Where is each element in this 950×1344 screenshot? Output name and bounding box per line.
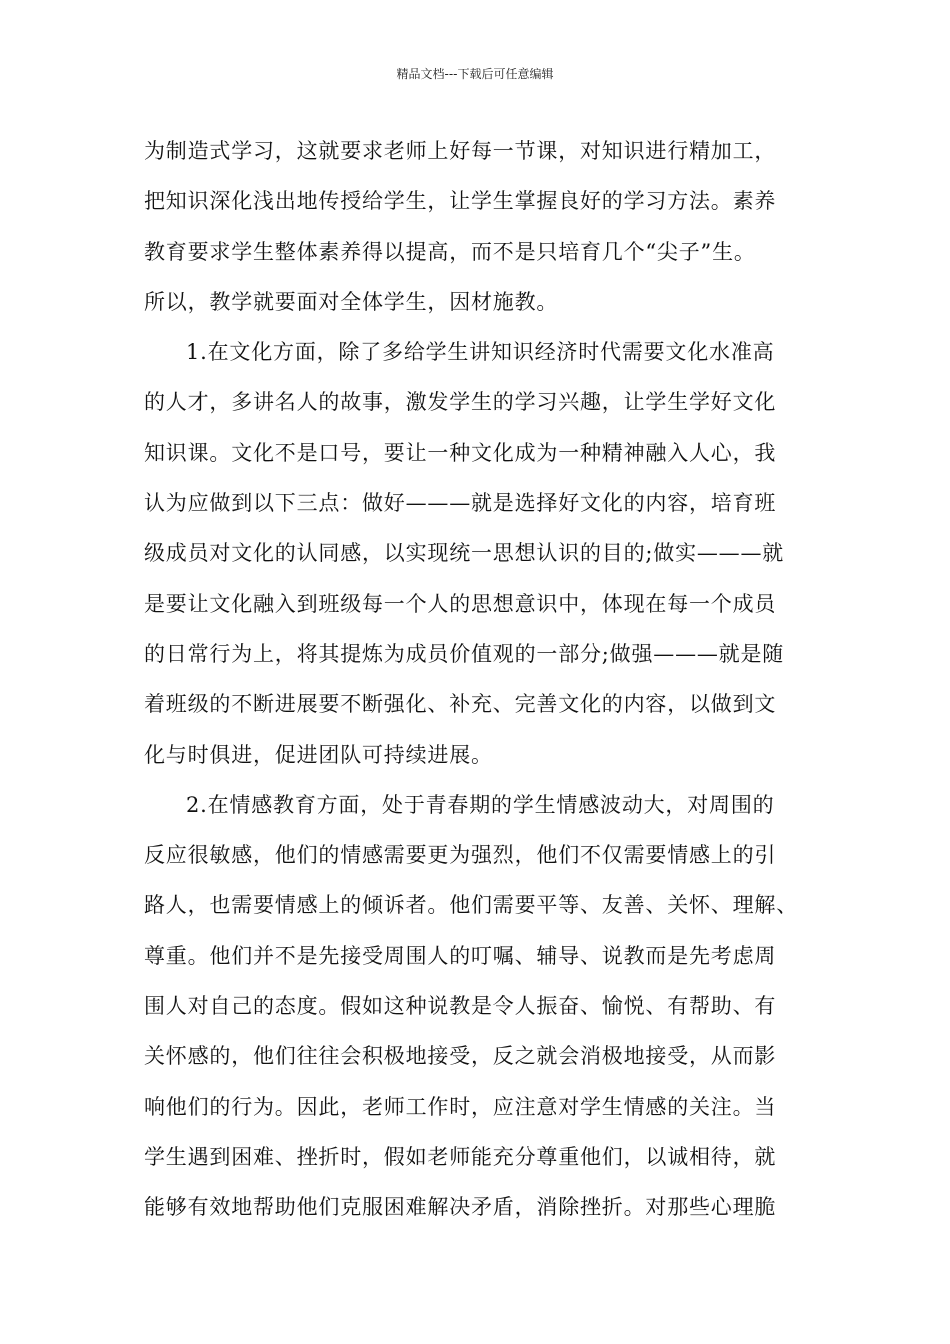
text-line: 围人对自己的态度。假如这种说教是令人振奋、愉悦、有帮助、有 <box>144 994 777 1019</box>
text-line: 化与时俱进，促进团队可持续进展。 <box>144 742 493 767</box>
text-line: 响他们的行为。因此，老师工作时，应注意对学生情感的关注。当 <box>144 1094 777 1119</box>
text-line: 路人，也需要情感上的倾诉者。他们需要平等、友善、关怀、理解、 <box>144 893 798 918</box>
text-line: 教育要求学生整体素养得以提高，而不是只培育几个“尖子”生。 <box>144 239 756 264</box>
text-line: 为制造式学习，这就要求老师上好每一节课，对知识进行精加工， <box>144 139 777 163</box>
text-line: 学生遇到困难、挫折时，假如老师能充分尊重他们，以诚相待，就 <box>144 1144 777 1169</box>
page-header: 精品文档---下载后可任意编辑 <box>396 67 554 81</box>
text-line-paragraph-start: 2.在情感教育方面，处于青春期的学生情感波动大，对周围的 <box>186 792 775 817</box>
text-line: 的人才，多讲名人的故事，激发学生的学习兴趣，让学生学好文化 <box>144 390 777 415</box>
text-line: 尊重。他们并不是先接受周围人的叮嘱、辅导、说教而是先考虑周 <box>144 943 777 968</box>
text-line: 的日常行为上，将其提炼为成员价值观的一部分;做强———就是随 <box>144 641 785 666</box>
document-body <box>144 126 828 1233</box>
text-line: 反应很敏感，他们的情感需要更为强烈，他们不仅需要情感上的引 <box>144 843 777 868</box>
text-line: 能够有效地帮助他们克服困难解决矛盾，消除挫折。对那些心理脆 <box>144 1195 777 1220</box>
text-line-paragraph-start: 1.在文化方面，除了多给学生讲知识经济时代需要文化水准高 <box>186 340 775 365</box>
text-line: 知识课。文化不是口号，要让一种文化成为一种精神融入人心，我 <box>144 440 777 465</box>
text-line: 级成员对文化的认同感，以实现统一思想认识的目的;做实———就 <box>144 541 785 566</box>
text-line: 认为应做到以下三点：做好———就是选择好文化的内容，培育班 <box>144 491 777 516</box>
text-line: 是要让文化融入到班级每一个人的思想意识中，体现在每一个成员 <box>144 591 777 616</box>
text-line: 着班级的不断进展要不断强化、补充、完善文化的内容，以做到文 <box>144 692 777 717</box>
text-line: 关怀感的，他们往往会积极地接受，反之就会消极地接受，从而影 <box>144 1044 777 1069</box>
text-line: 把知识深化浅出地传授给学生，让学生掌握良好的学习方法。素养 <box>144 189 777 214</box>
text-line: 所以，教学就要面对全体学生，因材施教。 <box>144 289 559 314</box>
